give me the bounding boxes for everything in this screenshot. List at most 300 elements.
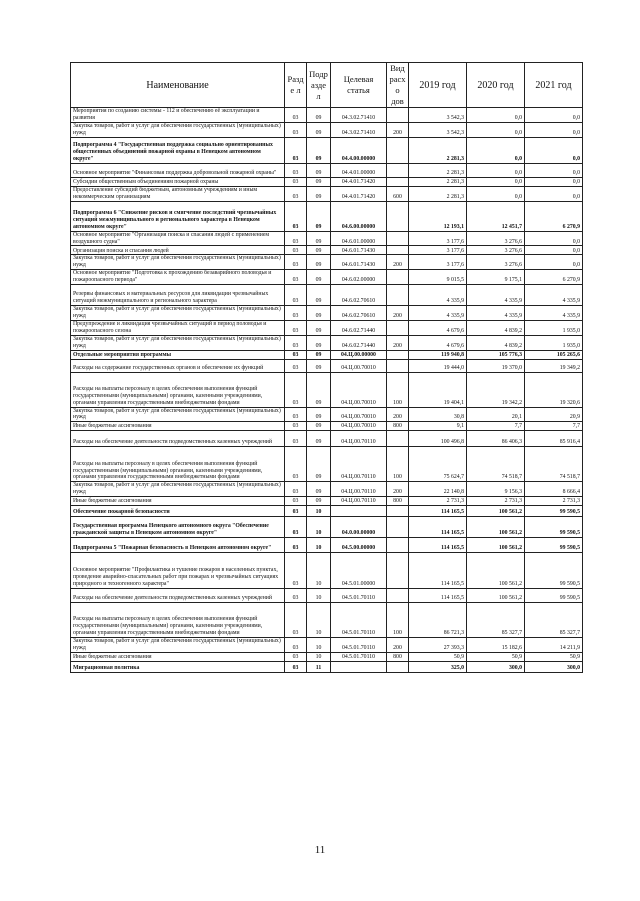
row-target-article: 04.0.00.00000 <box>331 517 387 538</box>
row-expense-type <box>387 506 409 517</box>
row-target-article: 04.4.01.71420 <box>331 186 387 201</box>
row-name: Отдельные мероприятия программы <box>71 350 285 359</box>
row-value-2019: 2 281,3 <box>409 177 467 186</box>
row-target-article: 04.Ц.00.00000 <box>331 350 387 359</box>
row-expense-type: 200 <box>387 123 409 138</box>
row-razdel: 03 <box>285 177 307 186</box>
row-expense-type <box>387 108 409 123</box>
row-name: Основное мероприятие "Организация поиска и спасания людей с применением воздушного судна" <box>71 231 285 246</box>
row-razdel: 03 <box>285 538 307 553</box>
row-value-2021: 14 211,9 <box>525 638 583 653</box>
row-name: Закупка товаров, работ и услуг для обеспечения государственных (муниципальных) нужд <box>71 335 285 350</box>
table-row <box>71 246 583 255</box>
row-value-2020: 4 839,2 <box>467 320 525 335</box>
row-value-2021: 4 335,9 <box>525 306 583 321</box>
row-target-article: 04.3.02.71410 <box>331 123 387 138</box>
row-value-2020: 105 776,3 <box>467 350 525 359</box>
row-name: Предоставление субсидий бюджетным, автономным учреждениям и иным некоммерческим организациям <box>71 186 285 201</box>
row-value-2020: 300,0 <box>467 661 525 672</box>
row-target-article: 04.6.02.71440 <box>331 335 387 350</box>
row-target-article: 04.5.01.70110 <box>331 638 387 653</box>
table-row <box>71 652 583 661</box>
row-value-2019: 86 721,3 <box>409 603 467 638</box>
table-row <box>71 231 583 246</box>
row-name: Расходы на выплаты персоналу в целях обеспечения выполнения функций государственными (муниципальными) органами, казенными учреждениями, органами управления государственными внебюджетными фондами <box>71 372 285 407</box>
row-razdel: 03 <box>285 186 307 201</box>
table-row <box>71 517 583 538</box>
row-expense-type <box>387 538 409 553</box>
row-expense-type <box>387 246 409 255</box>
row-razdel: 03 <box>285 335 307 350</box>
row-expense-type: 100 <box>387 447 409 482</box>
row-value-2020: 74 518,7 <box>467 447 525 482</box>
row-name: Основное мероприятие "Финансовая поддержка добровольной пожарной охраны" <box>71 163 285 177</box>
row-value-2020: 0,0 <box>467 108 525 123</box>
row-podrazdel: 09 <box>307 246 331 255</box>
row-value-2019: 2 281,3 <box>409 163 467 177</box>
table-row <box>71 320 583 335</box>
row-value-2019: 114 165,5 <box>409 553 467 589</box>
row-value-2021: 99 590,5 <box>525 589 583 603</box>
row-value-2021: 0,0 <box>525 177 583 186</box>
row-name: Предупреждение и ликвидация чрезвычайных ситуаций в период половодья и пожароопасного сезона <box>71 320 285 335</box>
row-target-article: 04.Ц.00.70110 <box>331 447 387 482</box>
header-target-article: Целевая статья <box>331 63 387 108</box>
row-value-2020: 100 561,2 <box>467 553 525 589</box>
row-expense-type: 200 <box>387 306 409 321</box>
row-expense-type <box>387 589 409 603</box>
row-expense-type <box>387 320 409 335</box>
row-name: Расходы на содержание государственных органов и обеспечение их функций <box>71 359 285 372</box>
row-value-2019: 114 165,5 <box>409 506 467 517</box>
row-expense-type <box>387 285 409 306</box>
row-razdel: 03 <box>285 231 307 246</box>
table-row <box>71 447 583 482</box>
row-value-2019: 22 140,8 <box>409 482 467 497</box>
row-razdel: 03 <box>285 553 307 589</box>
row-value-2021: 8 666,4 <box>525 482 583 497</box>
row-podrazdel: 09 <box>307 407 331 422</box>
table-row <box>71 359 583 372</box>
row-podrazdel: 09 <box>307 306 331 321</box>
row-podrazdel: 09 <box>307 123 331 138</box>
table-row <box>71 482 583 497</box>
row-value-2019: 27 393,3 <box>409 638 467 653</box>
row-name: Основное мероприятие "Подготовка к прохождению безаварийного половодья и пожароопасного периода" <box>71 270 285 285</box>
row-target-article: 04.Ц.00.70110 <box>331 497 387 506</box>
row-razdel: 03 <box>285 638 307 653</box>
row-podrazdel: 09 <box>307 285 331 306</box>
row-expense-type <box>387 270 409 285</box>
row-expense-type <box>387 137 409 163</box>
row-value-2019: 75 624,7 <box>409 447 467 482</box>
row-razdel: 03 <box>285 431 307 447</box>
row-name: Подпрограмма 5 "Пожарная безопасность в Ненецком автономном округе" <box>71 538 285 553</box>
row-razdel: 03 <box>285 137 307 163</box>
row-target-article: 04.Ц.00.70010 <box>331 359 387 372</box>
row-expense-type: 800 <box>387 652 409 661</box>
row-value-2021: 99 590,5 <box>525 538 583 553</box>
table-row <box>71 137 583 163</box>
row-name: Организация поиска и спасания людей <box>71 246 285 255</box>
row-expense-type <box>387 553 409 589</box>
row-podrazdel: 09 <box>307 497 331 506</box>
page-number: 11 <box>314 844 326 856</box>
table-row <box>71 506 583 517</box>
table-row <box>71 661 583 672</box>
row-razdel: 03 <box>285 108 307 123</box>
row-name: Расходы на обеспечение деятельности подведомственных казенных учреждений <box>71 431 285 447</box>
row-expense-type <box>387 431 409 447</box>
row-razdel: 03 <box>285 372 307 407</box>
row-target-article: 04.4.01.71420 <box>331 177 387 186</box>
row-target-article: 04.6.01.71430 <box>331 255 387 270</box>
row-podrazdel: 09 <box>307 482 331 497</box>
row-name: Подпрограмма 6 "Снижение рисков и смягчение последствий чрезвычайных ситуаций межмуниципального и регионального характера в Ненецком автономном округе" <box>71 201 285 231</box>
row-name: Закупка товаров, работ и услуг для обеспечения государственных (муниципальных) нужд <box>71 638 285 653</box>
row-value-2019: 3 542,3 <box>409 123 467 138</box>
row-target-article: 04.5.01.70110 <box>331 603 387 638</box>
row-value-2021: 4 335,9 <box>525 285 583 306</box>
row-value-2021: 20,9 <box>525 407 583 422</box>
row-podrazdel: 09 <box>307 372 331 407</box>
row-value-2021: 99 590,5 <box>525 517 583 538</box>
row-podrazdel: 09 <box>307 255 331 270</box>
row-value-2019: 119 940,8 <box>409 350 467 359</box>
row-value-2019: 9,1 <box>409 422 467 431</box>
row-value-2020: 19 342,2 <box>467 372 525 407</box>
row-razdel: 03 <box>285 350 307 359</box>
row-value-2021: 7,7 <box>525 422 583 431</box>
row-expense-type: 200 <box>387 255 409 270</box>
row-target-article: 04.6.02.00000 <box>331 270 387 285</box>
row-target-article <box>331 506 387 517</box>
row-podrazdel: 10 <box>307 506 331 517</box>
row-value-2020: 4 335,9 <box>467 285 525 306</box>
row-razdel: 03 <box>285 603 307 638</box>
row-name: Иные бюджетные ассигнования <box>71 497 285 506</box>
row-value-2020: 100 561,2 <box>467 506 525 517</box>
row-value-2019: 4 679,6 <box>409 320 467 335</box>
row-expense-type: 200 <box>387 482 409 497</box>
header-year-2019: 2019 год <box>409 63 467 108</box>
row-value-2020: 0,0 <box>467 177 525 186</box>
row-value-2019: 114 165,5 <box>409 517 467 538</box>
row-expense-type <box>387 177 409 186</box>
row-razdel: 03 <box>285 285 307 306</box>
row-razdel: 03 <box>285 422 307 431</box>
row-podrazdel: 09 <box>307 447 331 482</box>
row-name: Обеспечение пожарной безопасности <box>71 506 285 517</box>
row-name: Иные бюджетные ассигнования <box>71 422 285 431</box>
row-value-2021: 2 731,3 <box>525 497 583 506</box>
row-value-2020: 20,1 <box>467 407 525 422</box>
row-target-article: 04.6.01.00000 <box>331 231 387 246</box>
row-value-2021: 0,0 <box>525 186 583 201</box>
row-target-article: 04.3.02.71410 <box>331 108 387 123</box>
row-value-2019: 19 444,0 <box>409 359 467 372</box>
row-value-2019: 2 731,3 <box>409 497 467 506</box>
row-name: Иные бюджетные ассигнования <box>71 652 285 661</box>
row-podrazdel: 09 <box>307 422 331 431</box>
row-value-2019: 4 335,9 <box>409 306 467 321</box>
table-row <box>71 372 583 407</box>
table-row <box>71 553 583 589</box>
table-row <box>71 255 583 270</box>
row-name: Резервы финансовых и материальных ресурсов для ликвидации чрезвычайных ситуаций межмуниципального и регионального характера <box>71 285 285 306</box>
row-razdel: 03 <box>285 320 307 335</box>
row-value-2021: 1 935,0 <box>525 320 583 335</box>
row-value-2020: 12 451,7 <box>467 201 525 231</box>
row-name: Расходы на выплаты персоналу в целях обеспечения выполнения функций государственными (муниципальными) органами, казенными учреждениями, органами управления государственными внебюджетными фондами <box>71 603 285 638</box>
row-razdel: 03 <box>285 270 307 285</box>
table-row <box>71 306 583 321</box>
row-podrazdel: 10 <box>307 589 331 603</box>
table-row <box>71 497 583 506</box>
row-target-article: 04.4.01.00000 <box>331 163 387 177</box>
row-target-article: 04.Ц.00.70010 <box>331 407 387 422</box>
table-row <box>71 123 583 138</box>
row-target-article: 04.Ц.00.70010 <box>331 372 387 407</box>
row-name: Миграционная политика <box>71 661 285 672</box>
table-row <box>71 177 583 186</box>
row-name: Субсидии общественным объединениям пожарной охраны <box>71 177 285 186</box>
row-razdel: 03 <box>285 359 307 372</box>
row-razdel: 03 <box>285 306 307 321</box>
row-razdel: 03 <box>285 163 307 177</box>
row-value-2021: 6 270,9 <box>525 201 583 231</box>
row-expense-type <box>387 350 409 359</box>
row-value-2019: 19 404,1 <box>409 372 467 407</box>
budget-table <box>70 62 583 673</box>
row-value-2019: 100 496,8 <box>409 431 467 447</box>
table-row <box>71 285 583 306</box>
table-header-row <box>71 63 583 108</box>
row-razdel: 03 <box>285 652 307 661</box>
row-value-2019: 3 177,6 <box>409 255 467 270</box>
table-row <box>71 407 583 422</box>
row-target-article: 04.Ц.00.70110 <box>331 482 387 497</box>
row-razdel: 03 <box>285 589 307 603</box>
row-value-2020: 100 561,2 <box>467 517 525 538</box>
row-expense-type: 100 <box>387 372 409 407</box>
row-value-2019: 114 165,5 <box>409 538 467 553</box>
row-name: Мероприятия по созданию системы - 112 и обеспечению её эксплуатации и развития <box>71 108 285 123</box>
row-value-2019: 4 335,9 <box>409 285 467 306</box>
row-value-2021: 0,0 <box>525 137 583 163</box>
row-value-2019: 325,0 <box>409 661 467 672</box>
row-value-2019: 9 015,5 <box>409 270 467 285</box>
row-value-2020: 19 370,0 <box>467 359 525 372</box>
row-name: Закупка товаров, работ и услуг для обеспечения государственных (муниципальных) нужд <box>71 482 285 497</box>
row-value-2020: 7,7 <box>467 422 525 431</box>
row-value-2020: 9 156,3 <box>467 482 525 497</box>
row-podrazdel: 09 <box>307 270 331 285</box>
row-podrazdel: 09 <box>307 359 331 372</box>
row-razdel: 03 <box>285 201 307 231</box>
row-value-2020: 2 731,3 <box>467 497 525 506</box>
row-value-2020: 100 561,2 <box>467 589 525 603</box>
row-value-2019: 50,9 <box>409 652 467 661</box>
row-value-2020: 4 335,9 <box>467 306 525 321</box>
row-target-article: 04.5.01.70110 <box>331 652 387 661</box>
row-expense-type: 200 <box>387 638 409 653</box>
header-razdel: Разде л <box>285 63 307 108</box>
row-expense-type <box>387 201 409 231</box>
row-podrazdel: 10 <box>307 517 331 538</box>
table-row <box>71 201 583 231</box>
row-name: Расходы на выплаты персоналу в целях обеспечения выполнения функций государственными (муниципальными) органами, казенными учреждениями, органами управления государственными внебюджетными фондами <box>71 447 285 482</box>
row-expense-type: 200 <box>387 335 409 350</box>
row-podrazdel: 11 <box>307 661 331 672</box>
row-value-2021: 300,0 <box>525 661 583 672</box>
row-value-2021: 0,0 <box>525 231 583 246</box>
row-value-2020: 100 561,2 <box>467 538 525 553</box>
table-row <box>71 350 583 359</box>
row-podrazdel: 09 <box>307 231 331 246</box>
row-target-article: 04.6.02.70610 <box>331 285 387 306</box>
row-razdel: 03 <box>285 246 307 255</box>
row-expense-type: 800 <box>387 422 409 431</box>
row-value-2020: 15 182,6 <box>467 638 525 653</box>
row-value-2021: 99 590,5 <box>525 506 583 517</box>
row-podrazdel: 10 <box>307 553 331 589</box>
row-expense-type <box>387 359 409 372</box>
row-value-2020: 50,9 <box>467 652 525 661</box>
table-row <box>71 431 583 447</box>
row-name: Основное мероприятие "Профилактика и тушение пожаров в населенных пунктах, проведение аварийно-спасательных работ при пожарах и чрезвычайных ситуациях природного и техногенного характера" <box>71 553 285 589</box>
row-expense-type <box>387 231 409 246</box>
row-value-2021: 85 916,4 <box>525 431 583 447</box>
row-razdel: 03 <box>285 661 307 672</box>
row-expense-type <box>387 163 409 177</box>
header-podrazdel: Подр аздел <box>307 63 331 108</box>
row-target-article: 04.6.00.00000 <box>331 201 387 231</box>
row-name: Государственная программа Ненецкого автономного округа "Обеспечение гражданской защиты в Ненецком автономном округе" <box>71 517 285 538</box>
row-podrazdel: 09 <box>307 201 331 231</box>
row-value-2020: 3 276,6 <box>467 246 525 255</box>
row-razdel: 03 <box>285 407 307 422</box>
row-name: Закупка товаров, работ и услуг для обеспечения государственных (муниципальных) нужд <box>71 306 285 321</box>
row-value-2019: 12 193,1 <box>409 201 467 231</box>
row-value-2020: 86 406,3 <box>467 431 525 447</box>
row-name: Закупка товаров, работ и услуг для обеспечения государственных (муниципальных) нужд <box>71 255 285 270</box>
row-value-2021: 85 327,7 <box>525 603 583 638</box>
row-expense-type: 600 <box>387 186 409 201</box>
row-value-2021: 6 270,9 <box>525 270 583 285</box>
row-podrazdel: 09 <box>307 108 331 123</box>
row-target-article: 04.5.01.00000 <box>331 553 387 589</box>
row-podrazdel: 09 <box>307 186 331 201</box>
row-target-article: 04.4.00.00000 <box>331 137 387 163</box>
row-razdel: 03 <box>285 447 307 482</box>
row-value-2021: 19 349,2 <box>525 359 583 372</box>
row-podrazdel: 09 <box>307 137 331 163</box>
row-podrazdel: 09 <box>307 177 331 186</box>
table-row <box>71 186 583 201</box>
row-value-2020: 3 276,6 <box>467 255 525 270</box>
row-podrazdel: 09 <box>307 335 331 350</box>
row-podrazdel: 09 <box>307 163 331 177</box>
row-value-2021: 50,9 <box>525 652 583 661</box>
row-name: Подпрограмма 4 "Государственная поддержка социально ориентированных общественных объединений пожарной охраны в Ненецком автономном округе" <box>71 137 285 163</box>
row-value-2019: 2 281,3 <box>409 186 467 201</box>
row-podrazdel: 10 <box>307 603 331 638</box>
row-razdel: 03 <box>285 506 307 517</box>
table-row <box>71 422 583 431</box>
header-expense-type: Вид расхо дов <box>387 63 409 108</box>
row-value-2020: 0,0 <box>467 123 525 138</box>
row-value-2020: 3 276,6 <box>467 231 525 246</box>
table-body <box>71 108 583 673</box>
row-value-2021: 0,0 <box>525 123 583 138</box>
row-value-2019: 3 177,6 <box>409 231 467 246</box>
row-target-article: 04.5.00.00000 <box>331 538 387 553</box>
row-podrazdel: 10 <box>307 638 331 653</box>
row-target-article: 04.6.01.71430 <box>331 246 387 255</box>
row-razdel: 03 <box>285 517 307 538</box>
row-value-2021: 105 265,6 <box>525 350 583 359</box>
row-podrazdel: 09 <box>307 431 331 447</box>
row-value-2020: 0,0 <box>467 163 525 177</box>
table-row <box>71 270 583 285</box>
row-value-2021: 19 320,6 <box>525 372 583 407</box>
table-row <box>71 538 583 553</box>
row-razdel: 03 <box>285 482 307 497</box>
row-expense-type <box>387 517 409 538</box>
row-target-article: 04.6.02.70610 <box>331 306 387 321</box>
row-target-article <box>331 661 387 672</box>
row-value-2021: 99 590,5 <box>525 553 583 589</box>
header-name: Наименование <box>71 63 285 108</box>
row-value-2019: 30,8 <box>409 407 467 422</box>
row-value-2021: 0,0 <box>525 255 583 270</box>
row-value-2019: 2 281,3 <box>409 137 467 163</box>
row-podrazdel: 09 <box>307 320 331 335</box>
row-value-2019: 3 177,6 <box>409 246 467 255</box>
row-value-2020: 0,0 <box>467 137 525 163</box>
row-value-2019: 114 165,5 <box>409 589 467 603</box>
row-razdel: 03 <box>285 123 307 138</box>
row-podrazdel: 10 <box>307 538 331 553</box>
row-value-2019: 3 542,3 <box>409 108 467 123</box>
table-row <box>71 108 583 123</box>
row-value-2020: 85 327,7 <box>467 603 525 638</box>
row-target-article: 04.5.01.70110 <box>331 589 387 603</box>
row-value-2021: 0,0 <box>525 163 583 177</box>
table-row <box>71 603 583 638</box>
table-row <box>71 589 583 603</box>
table-row <box>71 163 583 177</box>
row-value-2020: 0,0 <box>467 186 525 201</box>
row-expense-type: 200 <box>387 407 409 422</box>
row-razdel: 03 <box>285 255 307 270</box>
row-podrazdel: 09 <box>307 350 331 359</box>
row-value-2020: 9 175,1 <box>467 270 525 285</box>
row-expense-type <box>387 661 409 672</box>
row-value-2021: 0,0 <box>525 246 583 255</box>
row-expense-type: 100 <box>387 603 409 638</box>
row-target-article: 04.Ц.00.70110 <box>331 431 387 447</box>
row-value-2019: 4 679,6 <box>409 335 467 350</box>
row-razdel: 03 <box>285 497 307 506</box>
header-year-2021: 2021 год <box>525 63 583 108</box>
row-value-2020: 4 839,2 <box>467 335 525 350</box>
row-name: Закупка товаров, работ и услуг для обеспечения государственных (муниципальных) нужд <box>71 123 285 138</box>
row-name: Расходы на обеспечение деятельности подведомственных казенных учреждений <box>71 589 285 603</box>
row-expense-type: 800 <box>387 497 409 506</box>
row-value-2021: 74 518,7 <box>525 447 583 482</box>
